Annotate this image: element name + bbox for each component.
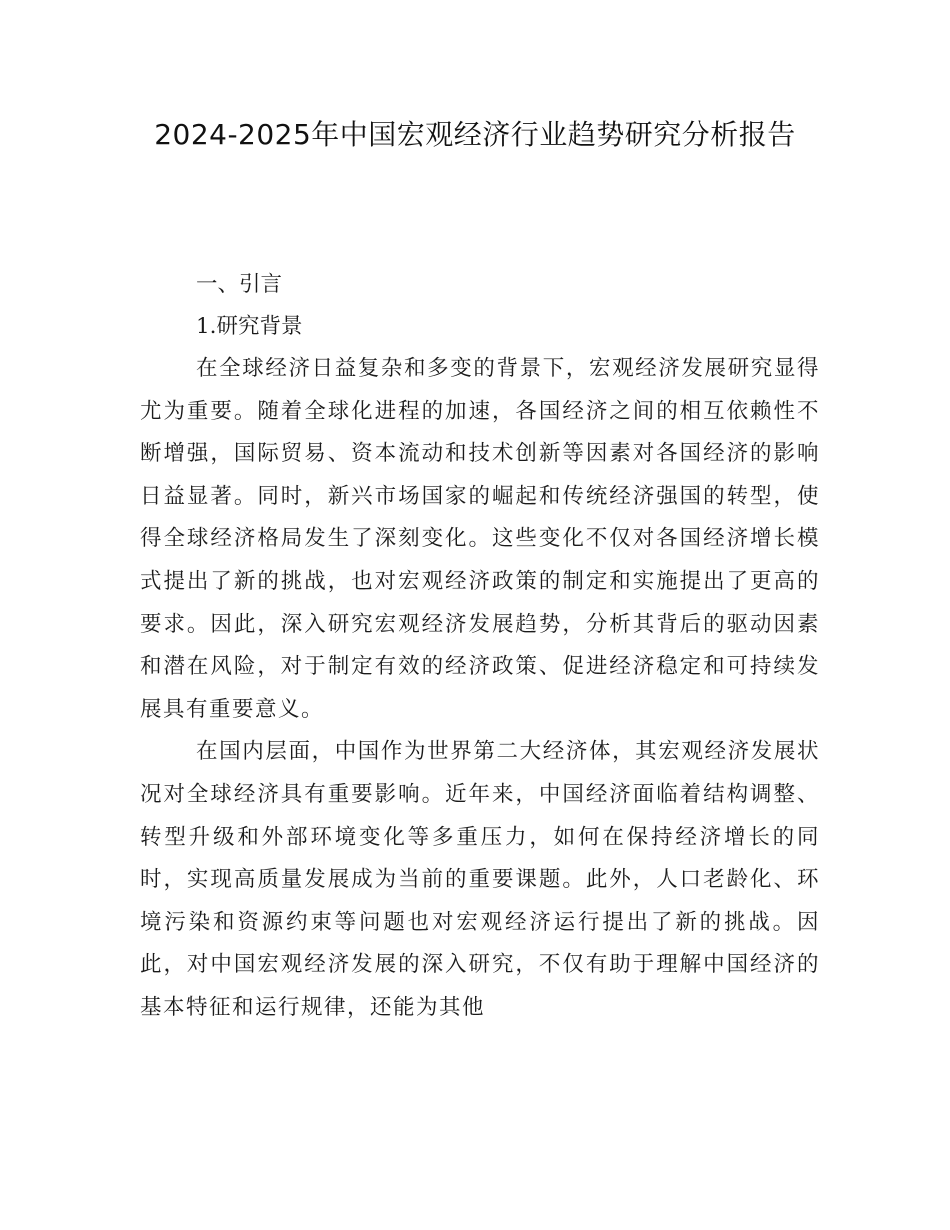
paragraph: 在国内层面，中国作为世界第二大经济体，其宏观经济发展状况对全球经济具有重要影响。近年来，中国经济面临着结构调整、转型升级和外部环境变化等多重压力，如何在保持经济增长的同时，实现高质量发展成为当前的重要课题。此外，人口老龄化、环境污染和资源约束等问题也对宏观经济运行提出了新的挑战。因此，对中国宏观经济发展的深入研究，不仅有助于理解中国经济的基本特征和运行规律，还能为其他 [140, 739, 820, 1020]
section-heading: 一、引言 [196, 272, 283, 297]
subsection-heading: 1.研究背景 [196, 314, 303, 339]
document-title: 2024-2025年中国宏观经济行业趋势研究分析报告 [154, 118, 796, 151]
paragraph: 在全球经济日益复杂和多变的背景下，宏观经济发展研究显得尤为重要。随着全球化进程的加速，各国经济之间的相互依赖性不断增强，国际贸易、资本流动和技术创新等因素对各国经济的影响日益显著。同时，新兴市场国家的崛起和传统经济强国的转型，使得全球经济格局发生了深刻变化。这些变化不仅对各国经济增长模式提出了新的挑战，也对宏观经济政策的制定和实施提出了更高的要求。因此，深入研究宏观经济发展趋势，分析其背后的驱动因素和潜在风险，对于制定有效的经济政策、促进经济稳定和可持续发展具有重要意义。 [140, 356, 820, 722]
document-body [140, 264, 820, 1030]
